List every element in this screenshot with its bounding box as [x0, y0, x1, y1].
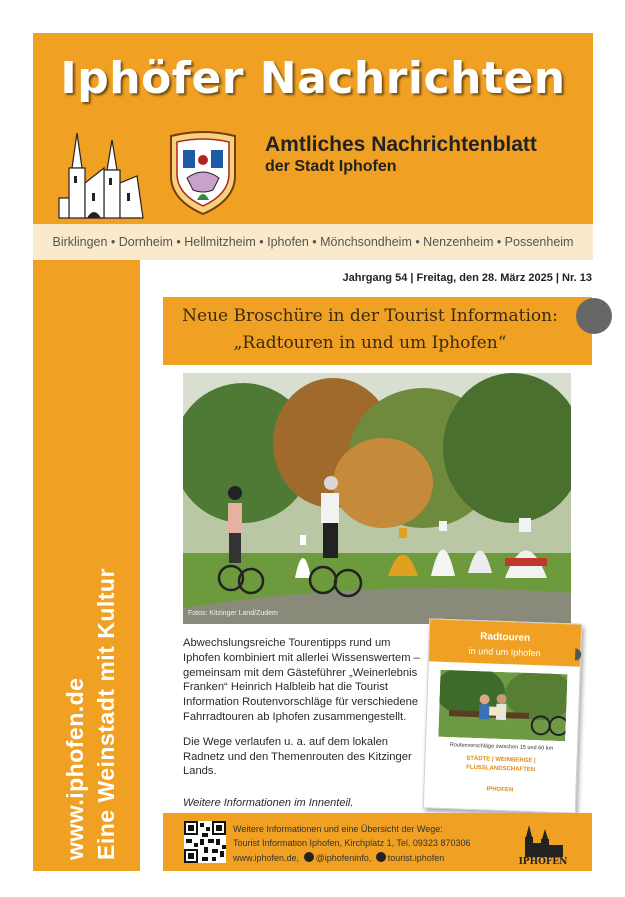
- villages-list: Birklingen • Dornheim • Hellmitzheim • Iphofen • Mönchsondheim • Nenzenheim • Possenheim: [52, 235, 574, 249]
- coat-of-arms-icon: [163, 128, 243, 218]
- brochure-tab: [575, 649, 581, 661]
- footer-address: Tourist Information Iphofen, Kirchplatz 1, Tel. 09323 870306: [233, 838, 471, 848]
- sidebar: [33, 260, 140, 871]
- facebook-icon[interactable]: [376, 852, 386, 862]
- info-footer: [163, 813, 592, 871]
- sidebar-motto: Eine Weinstadt mit Kultur: [93, 568, 119, 860]
- brochure-topics-2: FLUSSLANDSCHAFTEN: [466, 764, 536, 774]
- villages-band: [33, 224, 593, 260]
- brochure-header: [429, 619, 581, 666]
- church-icon: [57, 128, 147, 223]
- qr-code-icon[interactable]: [184, 821, 226, 863]
- instagram-icon[interactable]: [304, 852, 314, 862]
- brochure-photo: [438, 670, 567, 741]
- headline-line-1: Neue Broschüre in der Tourist Information:: [182, 306, 558, 326]
- brochure-logo: IPHOFEN: [486, 786, 514, 794]
- brochure-cover: [423, 618, 583, 813]
- brochure-topics-1: STÄDTE | WEINBERGE |: [466, 755, 536, 765]
- footer-links: [233, 852, 444, 863]
- banner-decoration: [576, 298, 612, 334]
- footer-website[interactable]: www.iphofen.de,: [233, 853, 300, 863]
- issue-info: Jahrgang 54 | Freitag, den 28. März 2025 | Nr. 13: [342, 272, 592, 284]
- footer-info-heading: Weitere Informationen und eine Übersicht der Wege:: [233, 824, 443, 834]
- headline-line-2: „Radtouren in und um Iphofen“: [233, 333, 507, 353]
- more-info-note: Weitere Informationen im Innenteil.: [183, 797, 354, 809]
- photo-credit: Fotos: Kitzinger Land/Zudem: [188, 610, 278, 617]
- masthead: [33, 33, 593, 224]
- sidebar-website[interactable]: www.iphofen.de: [62, 677, 88, 860]
- footer-logo-text: IPHOFEN: [518, 857, 568, 867]
- article-paragraph: Abwechslungsreiche Tourentipps rund um Iphofen kombiniert mit allerlei Wissenswertem – gemeinsam mit dem Gästeführer „Weinerlebnis Franken“ Heinrich Halbleib hat die Tourist Information Routenvorschläge für verschiedene Fahrradtouren ab Iphofen zusammengestellt.: [183, 637, 420, 723]
- article-body: [183, 636, 428, 789]
- footer-facebook[interactable]: tourist.iphofen: [387, 853, 445, 863]
- brochure-distance-note: Routenvorschläge zwischen 15 und 60 km: [449, 742, 554, 752]
- cyclists-photo: [183, 373, 571, 624]
- newspaper-title: Iphöfer Nachrichten: [60, 53, 566, 104]
- footer-instagram[interactable]: @iphofeninfo,: [315, 853, 372, 863]
- brochure-title: Radtouren: [480, 631, 531, 644]
- article-paragraph: Die Wege verlaufen u. a. auf dem lokalen Radnetz und den Themenrouten des Kitzinger Lands.: [183, 735, 412, 778]
- article-headline-banner: [163, 297, 592, 365]
- masthead-subtitle: Amtliches Nachrichtenblatt: [265, 133, 537, 156]
- masthead-town: der Stadt Iphofen: [265, 158, 397, 175]
- brochure-subtitle: in und um Iphofen: [468, 645, 541, 659]
- iphofen-logo-icon: [515, 823, 571, 857]
